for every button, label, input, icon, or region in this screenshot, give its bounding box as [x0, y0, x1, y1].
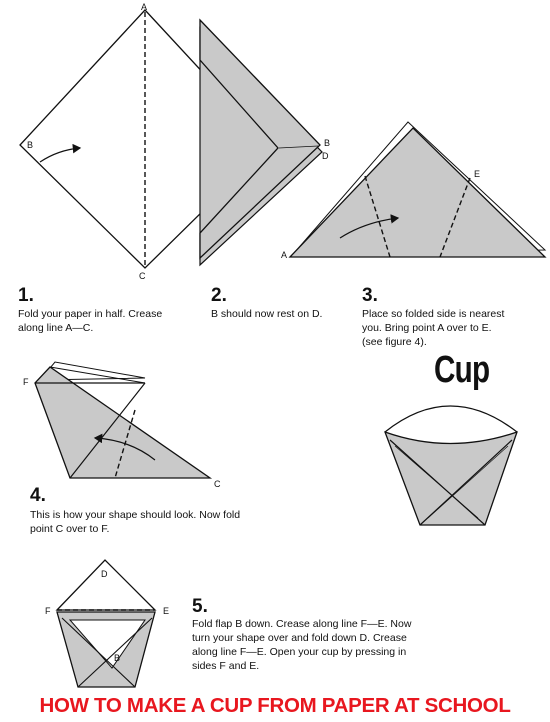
step-1-number: 1. [18, 285, 34, 306]
step-5-number: 5. [192, 596, 208, 617]
title-banner: HOW TO MAKE A CUP FROM PAPER AT SCHOOL [39, 694, 511, 717]
step-1-text [18, 307, 162, 335]
label-a: A [281, 250, 288, 260]
label-b: B [27, 140, 34, 150]
step-5-line-2: turn your shape over and fold down D. Crease [192, 632, 407, 644]
label-e: E [474, 169, 481, 179]
label-d: D [322, 151, 329, 161]
step-4-number: 4. [30, 485, 46, 506]
step-5-text [192, 617, 411, 673]
step-3-line-2: you. Bring point A over to E. [362, 322, 492, 334]
label-a: A [141, 2, 148, 12]
step-1-line-2: along line A—C. [18, 322, 94, 334]
step-5-line-1: Fold flap B down. Crease along line F—E. Now [192, 618, 412, 630]
label-b: B [324, 138, 331, 148]
step-2-text [211, 307, 322, 321]
label-f: F [23, 377, 29, 387]
label-c: C [214, 479, 221, 489]
label-b: B [114, 653, 121, 663]
step-3-line-3: (see figure 4). [362, 336, 427, 348]
figure-3-triangle [281, 122, 545, 260]
step-3-line-1: Place so folded side is nearest [362, 308, 505, 320]
figure-2-folded [200, 20, 330, 265]
finished-cup [385, 406, 517, 525]
step-1-line-1: Fold your paper in half. Crease [18, 308, 163, 320]
figure-4-shape [23, 362, 221, 489]
step-4-line-2: point C over to F. [30, 523, 110, 535]
cup-title: Cup [434, 349, 490, 391]
step-3-number: 3. [362, 285, 378, 306]
step-2-line-1: B should now rest on D. [211, 308, 323, 320]
figure-5-cup-fold [45, 560, 169, 687]
label-c: C [139, 271, 146, 281]
label-d: D [101, 569, 108, 579]
label-f: F [45, 606, 51, 616]
step-2-number: 2. [211, 285, 227, 306]
step-4-line-1: This is how your shape should look. Now fold [30, 509, 241, 521]
step-5-line-3: along line F—E. Open your cup by pressing in [192, 646, 407, 658]
step-3-text [362, 307, 504, 349]
step-4-text [30, 508, 240, 536]
step-5-line-4: sides F and E. [192, 660, 260, 672]
label-e: E [163, 606, 170, 616]
